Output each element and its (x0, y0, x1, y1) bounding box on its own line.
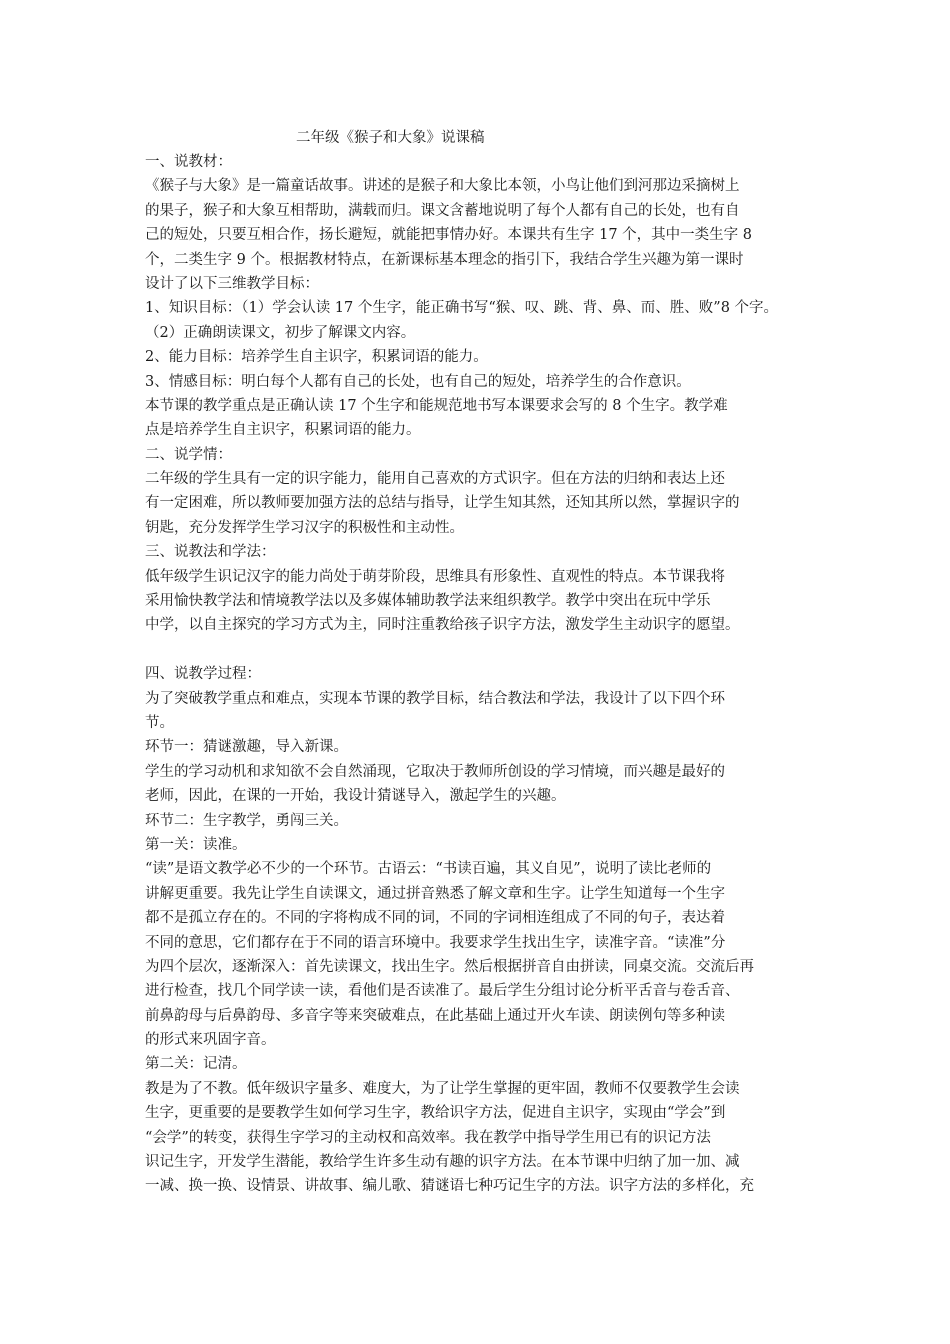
text-line: 中学，以自主探究的学习方式为主，同时注重教给孩子识字方法，激发学生主动识字的愿望。 (145, 617, 740, 634)
text-line: 讲解更重要。我先让学生自读课文，通过拼音熟悉了解文章和生字。让学生知道每一个生字 (145, 885, 725, 902)
text-line: 环节二：生字教学，勇闯三关。 (145, 812, 348, 829)
text-line: 教是为了不教。低年级识字量多、难度大，为了让学生掌握的更牢固，教师不仅要教学生会读 (145, 1080, 740, 1097)
text-line: 《猴子与大象》是一篇童话故事。讲述的是猴子和大象比本领，小鸟让他们到河那边采摘树上 (145, 178, 740, 195)
text-line: 本节课的教学重点是正确认读 17 个生字和能规范地书写本课要求会写的 8 个生字。教学难 (145, 397, 728, 414)
text-line: 一、说教材： (145, 154, 232, 170)
text-line: 四、说教学过程： (145, 666, 261, 683)
text-line: 有一定困难，所以教师要加强方法的总结与指导，让学生知其然，还知其所以然，掌握识字的 (145, 495, 740, 512)
text-line: 节。 (145, 714, 174, 731)
text-line: 前鼻韵母与后鼻韵母、多音字等来突破难点，在此基础上通过开火车读、朗读例句等多种读 (145, 1007, 725, 1024)
text-line: 环节一：猜谜激趣，导入新课。 (145, 739, 348, 756)
text-line: 第一关：读准。 (145, 836, 247, 853)
text-line: 老师，因此，在课的一开始，我设计猜谜导入，激起学生的兴趣。 (145, 788, 566, 805)
text-line: 3、情感目标：明白每个人都有自己的长处，也有自己的短处，培养学生的合作意识。 (145, 373, 691, 390)
text-line: 第二关：记清。 (145, 1056, 247, 1073)
text-line: “会学”的转变，获得生字学习的主动权和高效率。我在教学中指导学生用已有的识记方法 (145, 1129, 711, 1146)
text-line: 为四个层次，逐渐深入：首先读课文，找出生字。然后根据拼音自由拼读，同桌交流。交流后再 (145, 958, 754, 975)
text-line: 设计了以下三维教学目标： (145, 275, 319, 292)
document-body (145, 150, 813, 1199)
text-line: 己的短处，只要互相合作，扬长避短，就能把事情办好。本课共有生字 17 个，其中一类生字 8 (145, 227, 752, 244)
text-line: 的形式来巩固字音。 (145, 1032, 276, 1049)
text-line: 生字，更重要的是要教学生如何学习生字，教给识字方法，促进自主识字，实现由“学会”到 (145, 1105, 726, 1122)
text-line: 2、能力目标：培养学生自主识字，积累词语的能力。 (145, 349, 488, 366)
text-line: 点是培养学生自主识字，积累词语的能力。 (145, 422, 421, 439)
text-line: 都不是孤立存在的。不同的字将构成不同的词，不同的字词相连组成了不同的句子，表达着 (145, 910, 725, 927)
document-title: 二年级《猴子和大象》说课稿 (296, 130, 485, 146)
text-line: 学生的学习动机和求知欲不会自然涌现，它取决于教师所创设的学习情境，而兴趣是最好的 (145, 763, 725, 780)
text-line: 二年级的学生具有一定的识字能力，能用自己喜欢的方式识字。但在方法的归纳和表达上还 (145, 471, 725, 488)
text-line: “读”是语文教学必不少的一个环节。古语云：“书读百遍，其义自见”，说明了读比老师的 (145, 861, 712, 878)
text-line: 三、说教法和学法： (145, 544, 276, 561)
text-line: 一减、换一换、设情景、讲故事、编儿歌、猜谜语七种巧记生字的方法。识字方法的多样化，充 (145, 1178, 754, 1195)
text-line: 二、说学情： (145, 446, 232, 463)
text-line: 个，二类生字 9 个。根据教材特点，在新课标基本理念的指引下，我结合学生兴趣为第一课时 (145, 251, 744, 268)
text-line: 的果子，猴子和大象互相帮助，满载而归。课文含蓄地说明了每个人都有自己的长处，也有自 (145, 202, 740, 219)
text-line: 为了突破教学重点和难点，实现本节课的教学目标，结合教法和学法，我设计了以下四个环 (145, 690, 725, 707)
text-line: 识记生字，开发学生潜能，教给学生许多生动有趣的识字方法。在本节课中归纳了加一加、减 (145, 1154, 740, 1171)
text-line: 采用愉快教学法和情境教学法以及多媒体辅助教学法来组织教学。教学中突出在玩中学乐 (145, 593, 711, 610)
text-line: （2）正确朗读课文，初步了解课文内容。 (145, 324, 416, 341)
text-line: 钥匙，充分发挥学生学习汉字的积极性和主动性。 (145, 519, 464, 536)
text-line: 1、知识目标：（1）学会认读 17 个生字，能正确书写“猴、叹、跳、背、鼻、而、胜、败”8 个字。 (145, 300, 779, 317)
text-line: 不同的意思，它们都存在于不同的语言环境中。我要求学生找出生字，读准字音。“读准”分 (145, 934, 726, 951)
text-line: 进行检查，找几个同学读一读，看他们是否读准了。最后学生分组讨论分析平舌音与卷舌音、 (145, 983, 740, 1000)
blank-line (145, 638, 813, 662)
text-line: 低年级学生识记汉字的能力尚处于萌芽阶段，思维具有形象性、直观性的特点。本节课我将 (145, 568, 725, 585)
